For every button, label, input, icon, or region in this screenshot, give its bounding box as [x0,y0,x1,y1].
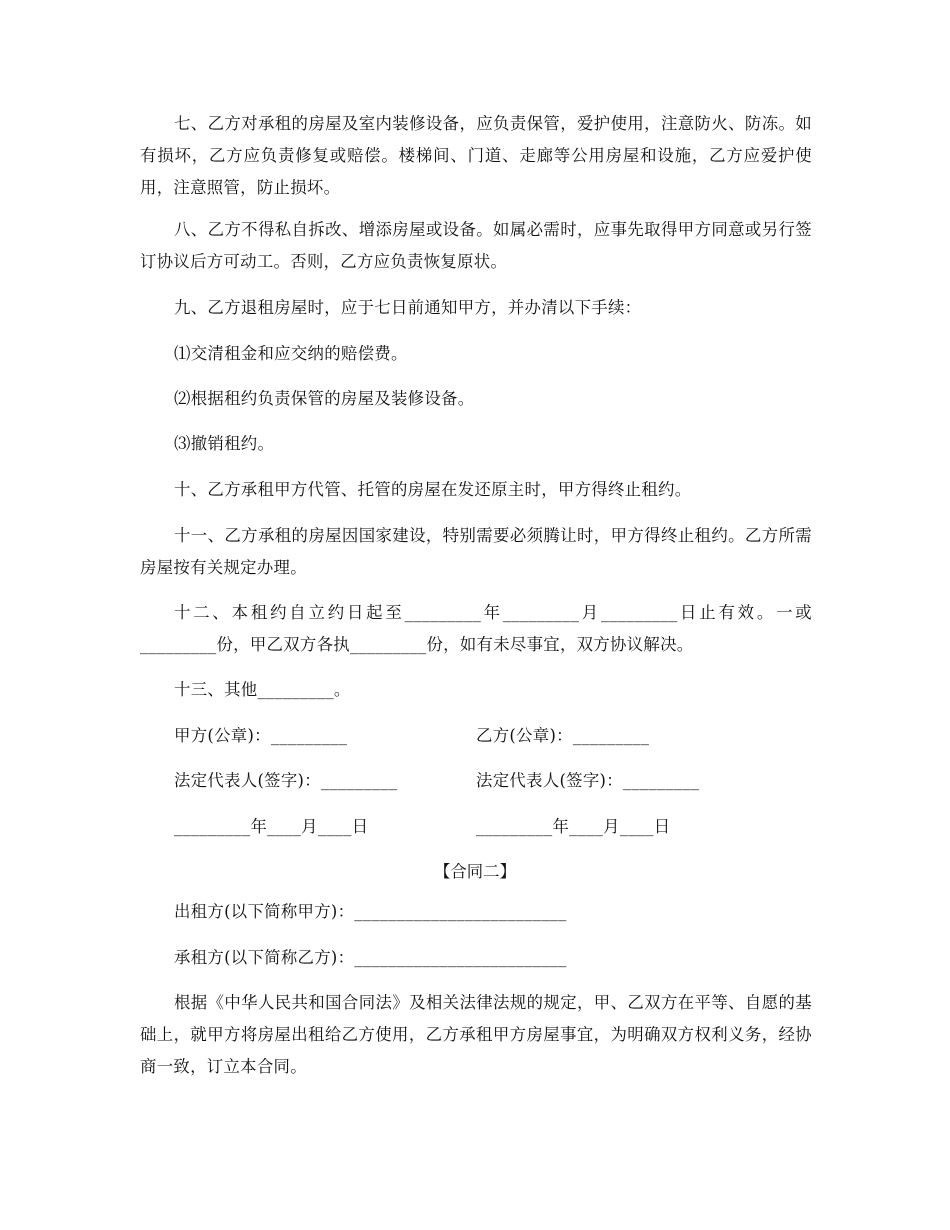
party-b-representative: 法定代表人(签字)：_________ [476,771,700,790]
clause-11: 十一、乙方承租的房屋因国家建设，特别需要必须腾让时，甲方得终止租约。乙方所需房屋按有关规定办理。 [140,526,812,577]
party-a-date: _________年____月____日 [174,817,369,836]
clause-10: 十、乙方承租甲方代管、托管的房屋在发还原主时，甲方得终止租约。 [174,480,692,499]
clause-12: 十二、本租约自立约日起至_________年_________月_________日止有效。一或_________份，甲乙双方各执_________份，如有未尽事宜，双方协议解决。 [140,603,812,654]
lessor-line: 出租方(以下简称甲方)：_________________________ [174,902,567,921]
clause-9-item-2: ⑵根据租约负责保管的房屋及装修设备。 [174,389,475,408]
party-b-seal: 乙方(公章)：_________ [476,726,650,745]
lessee-line: 承租方(以下简称乙方)：_________________________ [174,948,567,967]
clause-13: 十三、其他_________。 [174,680,351,699]
party-b-date: _________年____月____日 [476,817,671,836]
contract-two-preamble: 根据《中华人民共和国合同法》及相关法律法规的规定，甲、乙双方在平等、自愿的基础上，就甲方将房屋出租给乙方使用，乙方承租甲方房屋事宜，为明确双方权利义务，经协商一致，订立本合同。 [140,993,812,1076]
party-a-seal: 甲方(公章)：_________ [174,726,348,745]
clause-7: 七、乙方对承租的房屋及室内装修设备，应负责保管，爱护使用，注意防火、防冻。如有损坏，乙方应负责修复或赔偿。楼梯间、门道、走廊等公用房屋和设施，乙方应爱护使用，注意照管，防止损坏。 [140,114,812,197]
contract-two-heading: 【合同二】 [434,862,516,881]
clause-9-item-3: ⑶撤销租约。 [174,434,275,453]
clause-9-item-1: ⑴交清租金和应交纳的赔偿费。 [174,344,408,363]
clause-8: 八、乙方不得私自拆改、增添房屋或设备。如属必需时，应事先取得甲方同意或另行签订协议后方可动工。否则，乙方应负责恢复原状。 [140,220,812,271]
clause-9: 九、乙方退租房屋时，应于七日前通知甲方，并办清以下手续： [174,298,642,317]
party-a-representative: 法定代表人(签字)：_________ [174,771,398,790]
